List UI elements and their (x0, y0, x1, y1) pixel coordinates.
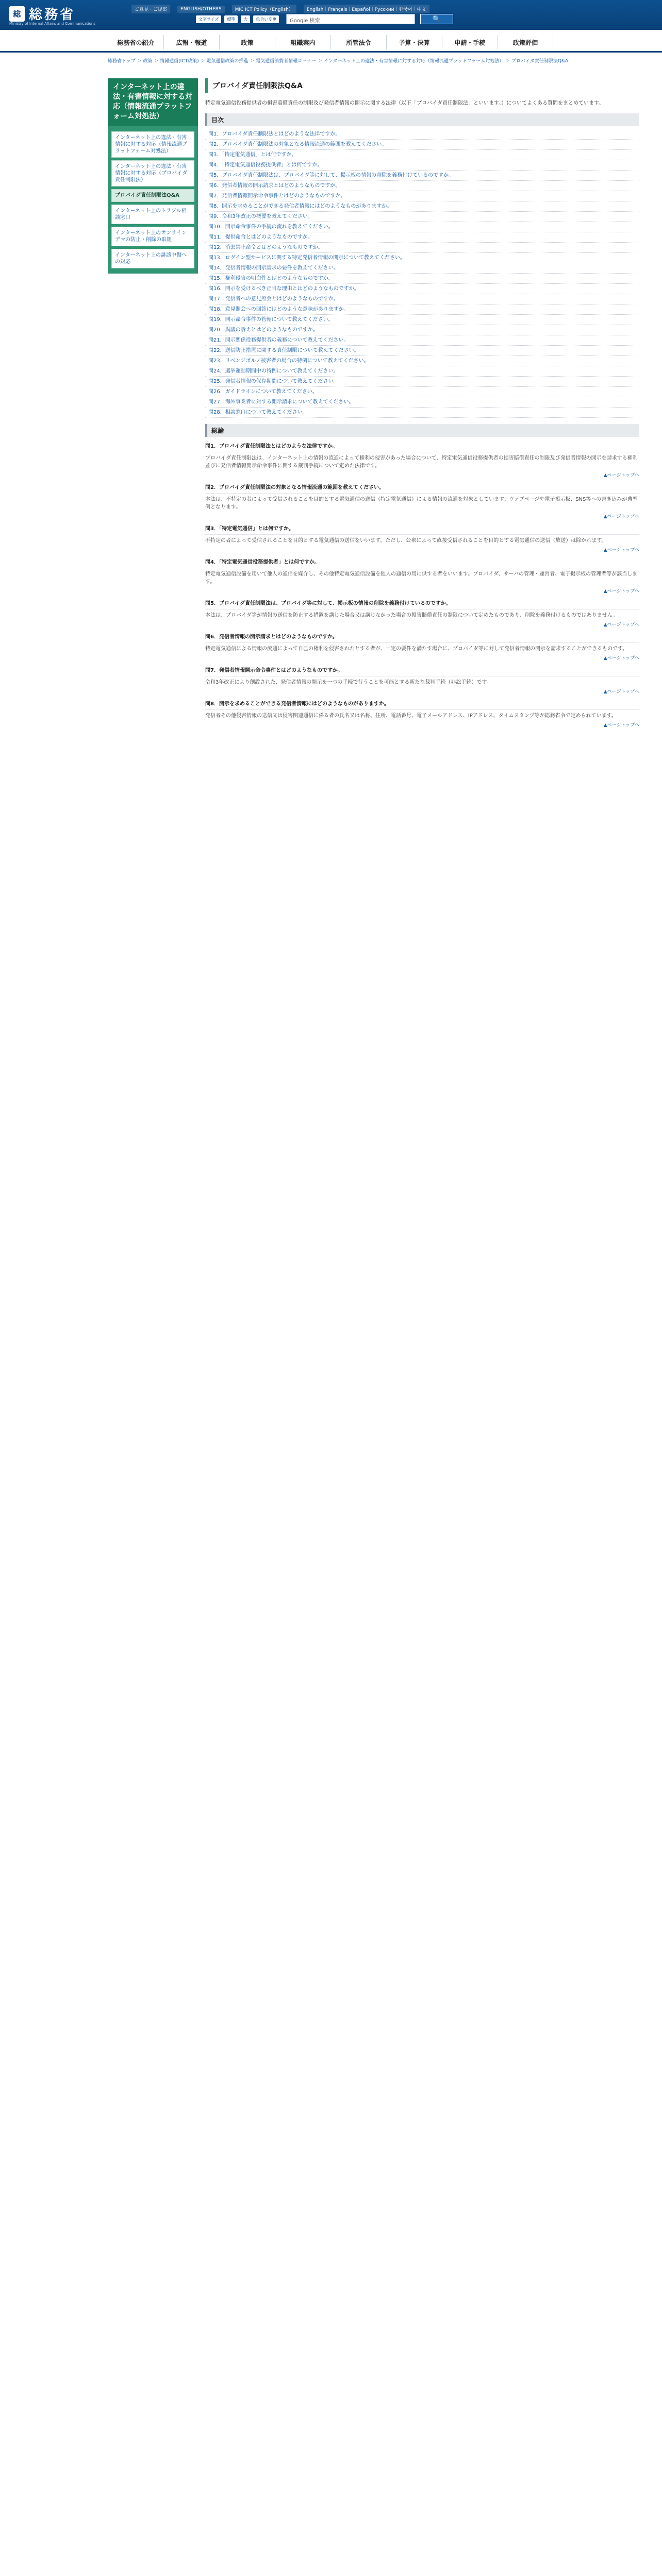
faq-item (205, 666, 639, 694)
toc-link[interactable]: 問8．開示を求めることができる発信者情報にはどのようなものがありますか。 (205, 201, 639, 212)
faq-answer: 特定電気通信による情報の流通によって自己の権利を侵害されたとする者が、一定の要件を満たす場合に、プロバイダ等に対して発信者情報の開示を請求することができるものです。 (205, 646, 628, 652)
gnav-item-organization[interactable]: 組織案内 (275, 35, 330, 49)
toc-heading: 目次 (205, 113, 639, 126)
toc-link[interactable]: 問2．プロバイダ責任制限法の対象となる情報流通の範囲を教えてください。 (205, 140, 639, 150)
faq-item (205, 699, 639, 728)
faq-answer: 発信者その他侵害情報の送信又は侵害関連通信に係る者の氏名又は名称、住所、電話番号、電子メールアドレス、IPアドレス、タイムスタンプ等が総務省令で定められています。 (205, 713, 617, 719)
toc-link[interactable]: 問12．消去禁止命令とはどのようなものですか。 (205, 243, 639, 253)
toc-list (205, 129, 639, 418)
back-to-top-link[interactable]: ▲ページトップへ (603, 514, 639, 519)
toc-link[interactable]: 問11．提供命令とはどのようなものですか。 (205, 232, 639, 243)
logo-subtitle: Ministry of Internal Affairs and Communications (9, 22, 95, 26)
toc-link[interactable]: 問20．異議の訴えとはどのようなものですか。 (205, 325, 639, 335)
faq-item (205, 557, 639, 594)
gnav-item-policy[interactable]: 政策 (219, 35, 275, 49)
sidebar-title[interactable]: インターネット上の違法・有害情報に対する対応（情報流通プラットフォーム対処法） (108, 78, 198, 126)
toc-link[interactable]: 問19．開示命令事件の管轄について教えてください。 (205, 315, 639, 325)
toc-link[interactable]: 問10．開示命令事件の手続の流れを教えてください。 (205, 222, 639, 232)
faq-answer: 本法は、プロバイダ等が情報の送信を防止する措置を講じた場合又は講じなかった場合の損害賠償責任の制限について定めたものであり、削除を義務付けるものではありません。 (205, 613, 618, 618)
toc-link[interactable]: 問15．権利侵害の明白性とはどのようなものですか。 (205, 274, 639, 284)
faq-item (205, 599, 639, 628)
back-to-top-link[interactable]: ▲ページトップへ (603, 589, 639, 594)
faq-item (205, 483, 639, 519)
back-to-top-link[interactable]: ▲ページトップへ (603, 689, 639, 694)
faq-question: 問4．「特定電気通信役務提供者」とは何ですか。 (205, 557, 639, 568)
logo-text: 総務省 (29, 7, 76, 23)
sidebar-item-platform-act[interactable]: インターネット上の違法・有害情報に対する対応（情報流通プラットフォーム対処法） (111, 131, 194, 158)
faq-answer: プロバイダ責任制限法は、インターネット上の情報の流通によって権利の侵害があった場合について、特定電気通信役務提供者の損害賠償責任の制限及び発信者情報の開示を請求する権利並びに発信者情報開示命令事件に関する裁判手続について定めた法律です。 (205, 455, 638, 469)
faq-question: 問6．発信者情報の開示請求とはどのようなものですか。 (205, 632, 639, 643)
sidebar-item-defamation[interactable]: インターネット上の誹謗中傷への対応 (111, 249, 194, 268)
breadcrumb[interactable]: 総務省トップ ＞ 政策 ＞ 情報通信(ICT政策) ＞ 電気通信政策の推進 ＞ 電気通信消費者情報コーナー ＞ インターネット上の違法・有害情報に対する対応（情報流通プラットフォーム対処法） ＞ プロバイダ責任制限法Q&A (108, 59, 569, 64)
toc-link[interactable]: 問4．「特定電気通信役務提供者」とは何ですか。 (205, 160, 639, 171)
sidebar-item-consultation[interactable]: インターネット上のトラブル相談窓口 (111, 205, 194, 224)
display-settings (196, 15, 279, 23)
gnav-item-laws[interactable]: 所管法令 (330, 35, 386, 49)
page-title: プロバイダ責任制限法Q&A (205, 78, 639, 93)
faq-question: 問5．プロバイダ責任制限法は、プロバイダ等に対して、掲示板の情報の削除を義務付けているのですか。 (205, 599, 639, 609)
gnav-item-procedures[interactable]: 申請・手続 (442, 35, 498, 49)
toc-link[interactable]: 問13．ログイン型サービスに関する特定発信者情報の開示について教えてください。 (205, 253, 639, 263)
intro-text: 特定電気通信役務提供者の損害賠償責任の制限及び発信者情報の開示に関する法律（以下「プロバイダ責任制限法」といいます。）についてよくある質問をまとめています。 (205, 100, 604, 106)
toc-link[interactable]: 問21．開示関係役務提供者の義務について教えてください。 (205, 335, 639, 346)
faq-section-heading: 総論 (205, 424, 639, 437)
util-link-ict[interactable]: MIC ICT Policy（English） (232, 5, 296, 13)
main-content (205, 78, 639, 728)
faq-list (205, 442, 639, 728)
font-size-large-button[interactable]: 大 (241, 15, 250, 23)
toc-link[interactable]: 問25．発信者情報の保存期間について教えてください。 (205, 377, 639, 387)
utility-links (131, 5, 429, 13)
toc-link[interactable]: 問24．選挙運動期間中の特例について教えてください。 (205, 366, 639, 377)
faq-question: 問3．「特定電気通信」とは何ですか。 (205, 524, 639, 535)
back-to-top-link[interactable]: ▲ページトップへ (603, 723, 639, 728)
faq-question: 問8．開示を求めることができる発信者情報にはどのようなものがありますか。 (205, 699, 639, 710)
sidebar-item-provider-act[interactable]: インターネット上の違法・有害情報に対する対応（プロバイダ責任制限法） (111, 160, 194, 187)
toc-link[interactable]: 問27．海外事業者に対する開示請求について教えてください。 (205, 397, 639, 408)
back-to-top-link[interactable]: ▲ページトップへ (603, 622, 639, 628)
toc-link[interactable]: 問14．発信者情報の開示請求の要件を教えてください。 (205, 263, 639, 274)
faq-question: 問2．プロバイダ責任制限法の対象となる情報流通の範囲を教えてください。 (205, 483, 639, 494)
search-icon: 🔍 (432, 15, 441, 23)
util-link-english[interactable]: ENGLISH/OTHERS (177, 6, 225, 13)
gnav-item-about[interactable]: 総務省の紹介 (108, 35, 163, 49)
faq-answer: 本法は、不特定の者によって受信されることを目的とする電気通信の送信（特定電気通信）による情報の流通を対象としています。ウェブページや電子掲示板、SNS等への書き込みが典型例となります。 (205, 497, 638, 510)
toc-link[interactable]: 問5．プロバイダ責任制限法は、プロバイダ等に対して、掲示板の情報の削除を義務付けているのですか。 (205, 171, 639, 181)
toc-link[interactable]: 問17．発信者への意見照会とはどのようなものですか。 (205, 294, 639, 304)
toc-link[interactable]: 問23．リベンジポルノ被害者の場合の特例について教えてください。 (205, 356, 639, 366)
faq-item (205, 632, 639, 661)
site-header (0, 0, 662, 30)
toc-link[interactable]: 問18．意見照会への回答にはどのような意味がありますか。 (205, 304, 639, 315)
faq-answer: 不特定の者によって受信されることを目的とする電気通信の送信をいいます。ただし、公衆によって直接受信されることを目的とする電気通信の送信（放送）は除かれます。 (205, 538, 607, 544)
util-link-languages[interactable]: English｜Français｜Español｜Русский｜한국어｜中文 (304, 5, 429, 13)
util-link-feedback[interactable]: ご意見・ご提案 (131, 5, 170, 13)
toc-link[interactable]: 問3．「特定電気通信」とは何ですか。 (205, 150, 639, 160)
toc-link[interactable]: 問26．ガイドラインについて教えてください。 (205, 387, 639, 397)
sidebar (108, 78, 198, 274)
faq-answer: 特定電気通信設備を用いて他人の通信を媒介し、その他特定電気通信設備を他人の通信の用に供する者をいいます。プロバイダ、サーバの管理・運営者、電子掲示板の管理者等が該当します。 (205, 571, 638, 585)
faq-answer: 令和3年改正により創設された、発信者情報の開示を一つの手続で行うことを可能とする新たな裁判手続（非訟手続）です。 (205, 680, 492, 685)
toc-link[interactable]: 問1．プロバイダ責任制限法とはどのような法律ですか。 (205, 129, 639, 140)
toc-link[interactable]: 問7．発信者情報開示命令事件とはどのようなものですか。 (205, 191, 639, 201)
faq-item (205, 524, 639, 553)
back-to-top-link[interactable]: ▲ページトップへ (603, 548, 639, 553)
font-size-label: 文字サイズ (196, 15, 221, 23)
logo-icon: 総 (9, 6, 25, 22)
toc-link[interactable]: 問9．令和3年改正の概要を教えてください。 (205, 212, 639, 222)
site-search (286, 14, 453, 24)
site-logo[interactable] (9, 4, 75, 23)
gnav-item-budget[interactable]: 予算・決算 (386, 35, 442, 49)
faq-item (205, 442, 639, 478)
search-input[interactable]: Google 検索 (286, 14, 415, 24)
gnav-item-press[interactable]: 広報・報道 (163, 35, 219, 49)
toc-link[interactable]: 問6．発信者情報の開示請求とはどのようなものですか。 (205, 181, 639, 191)
toc-link[interactable]: 問22．送信防止措置に関する責任制限について教えてください。 (205, 346, 639, 356)
search-button[interactable] (420, 14, 453, 24)
gnav-item-evaluation[interactable]: 政策評価 (498, 35, 553, 49)
faq-question: 問1．プロバイダ責任制限法とはどのような法律ですか。 (205, 442, 639, 452)
color-change-button[interactable]: 色合い変更 (253, 15, 279, 23)
back-to-top-link[interactable]: ▲ページトップへ (603, 656, 639, 661)
back-to-top-link[interactable]: ▲ページトップへ (603, 473, 639, 478)
font-size-normal-button[interactable]: 標準 (224, 15, 238, 23)
faq-question: 問7．発信者情報開示命令事件とはどのようなものですか。 (205, 666, 639, 676)
sidebar-item-qa[interactable]: プロバイダ責任制限法Q&A (111, 189, 194, 202)
toc-link[interactable]: 問16．開示を受けるべき正当な理由とはどのようなものですか。 (205, 284, 639, 294)
toc-link[interactable]: 問28．相談窓口について教えてください。 (205, 408, 639, 418)
global-nav (0, 32, 662, 53)
sidebar-list (108, 126, 198, 274)
sidebar-item-disinformation[interactable]: インターネット上のオンラインデマの防止・削除の取組 (111, 227, 194, 246)
